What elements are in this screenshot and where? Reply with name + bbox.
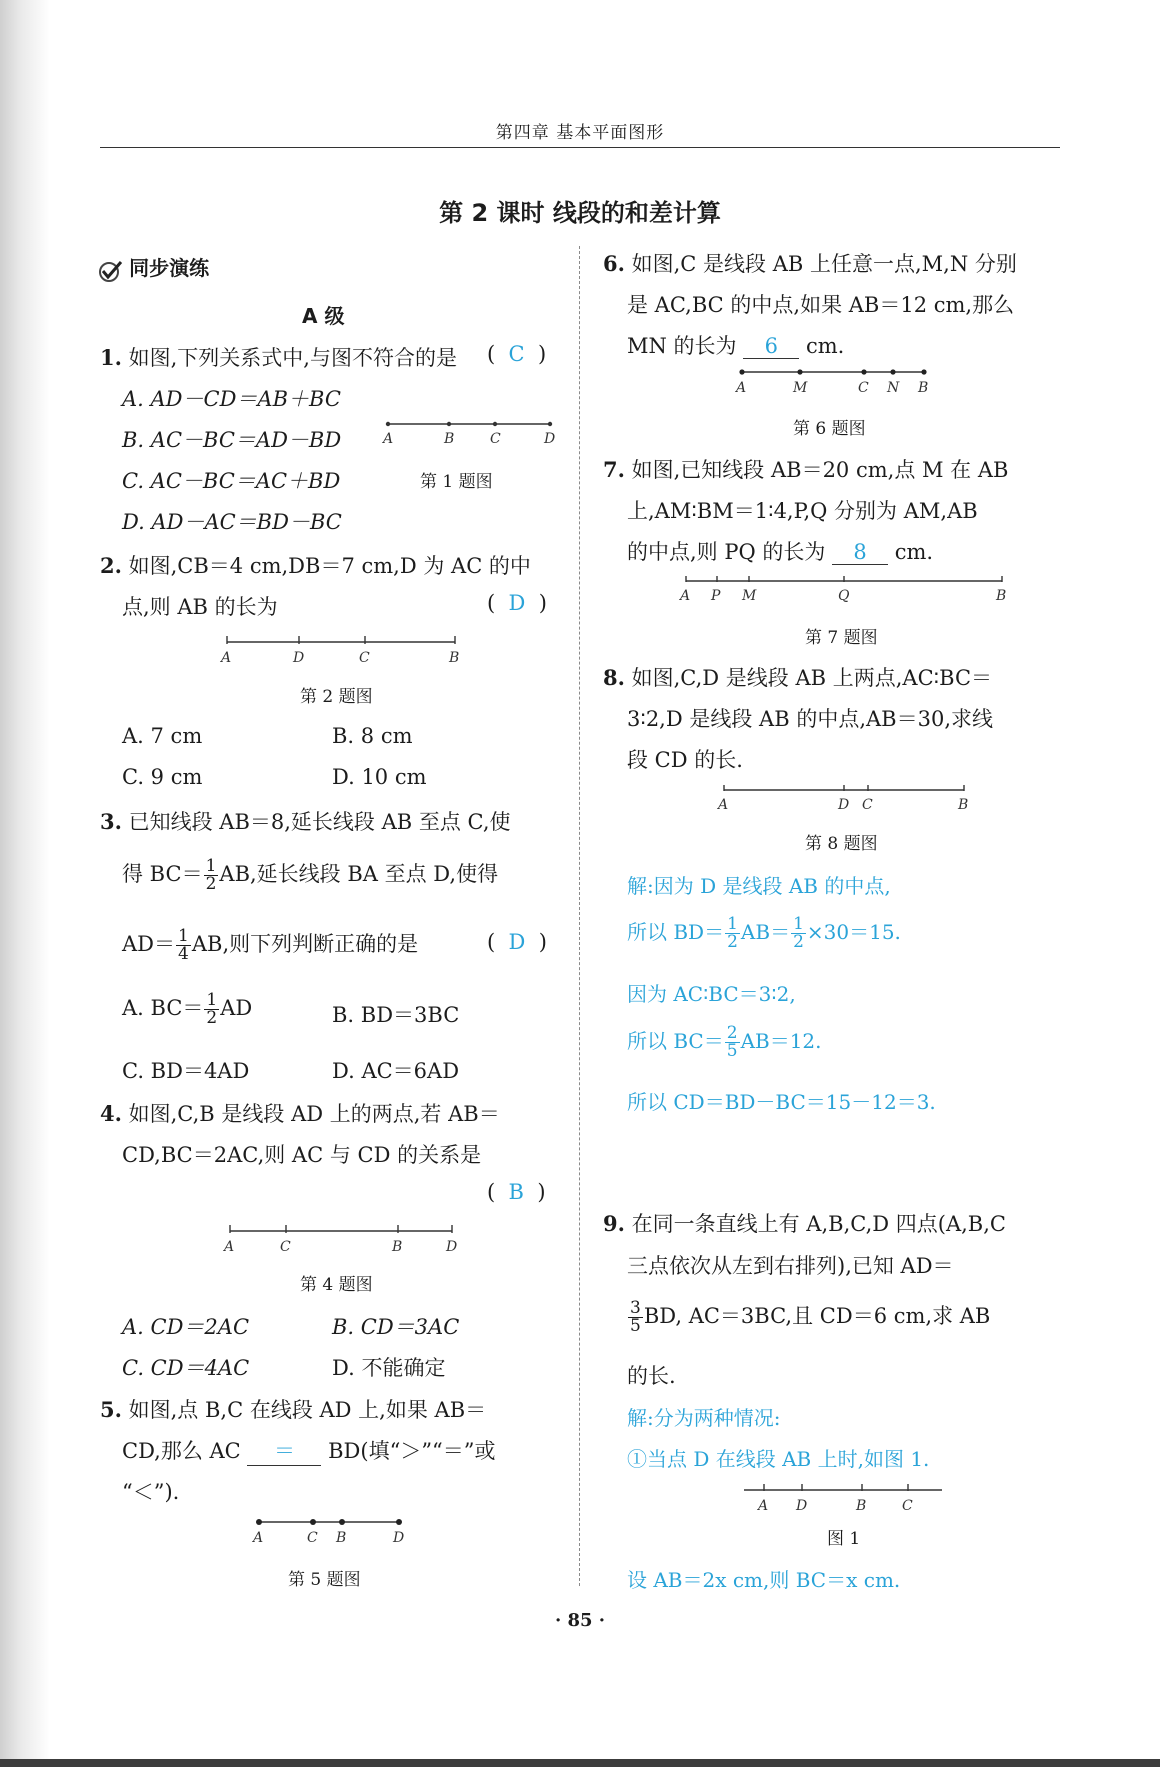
- q7-line3-post: cm.: [894, 540, 934, 564]
- q7-figure: [674, 573, 1014, 609]
- q9-line3: [627, 1300, 990, 1335]
- q9-line2: 三点依次从左到右排列),已知 AD＝: [627, 1254, 954, 1278]
- q4-fig-label-d: D: [446, 1239, 458, 1255]
- q1-option-d: D. AD－AC＝BD－BC: [122, 510, 342, 534]
- q3-frac-half-den: 2: [205, 874, 217, 894]
- q2-fig-label-b: B: [449, 650, 460, 666]
- q8-line2: 3∶2,D 是线段 AB 的中点,AB＝30,求线: [627, 707, 993, 731]
- q8-line3: 段 CD 的长.: [627, 748, 743, 772]
- q8-solution-4-frac-num: 2: [726, 1023, 738, 1043]
- q9-text-1: 在同一条直线上有 A,B,C,D 四点(A,B,C: [631, 1212, 1006, 1236]
- q8-solution-2-frac-1: [725, 916, 740, 951]
- q9-fig-label-d: D: [796, 1498, 808, 1514]
- q4-fig-label-b: B: [392, 1239, 403, 1255]
- q9-number: 9.: [603, 1211, 625, 1236]
- q2-figure: [215, 632, 465, 668]
- q9-line4: 的长.: [627, 1364, 676, 1388]
- q1-answer: C: [508, 342, 525, 366]
- q8-fig-label-b: B: [958, 797, 969, 813]
- q8-fig-label-c: C: [862, 797, 873, 813]
- q7-line3: [627, 536, 933, 566]
- q2-fig-label-c: C: [359, 650, 370, 666]
- q6-fig-label-n: N: [887, 380, 900, 396]
- q3-option-a-post: AD: [220, 996, 253, 1020]
- q4-answer-paren: ( B ): [487, 1180, 546, 1204]
- q7-fig-label-a: A: [680, 588, 691, 604]
- q1-number: 1.: [100, 345, 122, 370]
- q4-figure: [218, 1221, 466, 1257]
- q7-line1: [603, 454, 1008, 484]
- q9-fig-caption: 图 1: [827, 1529, 861, 1549]
- q3-option-a-frac-den: 2: [206, 1008, 218, 1028]
- section-label: 同步演练: [129, 256, 210, 280]
- q5-number: 5.: [100, 1397, 122, 1422]
- q3-option-b: B. BD＝3BC: [332, 1003, 460, 1027]
- q1-option-c: C. AC－BC＝AC＋BD: [122, 469, 341, 493]
- q3-option-a-frac: [204, 992, 219, 1027]
- q5-fig-label-d: D: [393, 1530, 405, 1546]
- q7-fig-label-q: Q: [838, 588, 850, 604]
- q1-fig-label-c: C: [490, 431, 501, 446]
- q7-number: 7.: [603, 457, 625, 482]
- q3-line2: [122, 858, 498, 893]
- q7-fig-caption: 第 7 题图: [805, 628, 878, 648]
- q8-solution-2-frac-1-num: 1: [727, 914, 738, 934]
- q8-solution-4-post: AB＝12.: [740, 1029, 822, 1053]
- q7-blank-answer: 8: [832, 540, 888, 565]
- q5-line1: [100, 1394, 486, 1424]
- q6-fig-label-m: M: [793, 380, 808, 396]
- q2-option-d: D. 10 cm: [332, 765, 427, 789]
- q5-line2: [122, 1435, 496, 1466]
- q2-option-c: C. 9 cm: [122, 765, 203, 789]
- q6-line3-pre: MN 的长为: [627, 334, 737, 358]
- q9-figure-1: [742, 1480, 948, 1516]
- q7-line3-pre: 的中点,则 PQ 的长为: [627, 540, 826, 564]
- q8-fig-label-a: A: [718, 797, 729, 813]
- running-header: 第四章 基本平面图形: [495, 123, 665, 143]
- q7-text-1: 如图,已知线段 AB＝20 cm,点 M 在 AB: [631, 458, 1009, 482]
- q8-solution-4-frac-den: 5: [726, 1041, 738, 1061]
- level-heading: A 级: [302, 304, 345, 328]
- q8-solution-5: 所以 CD＝BD－BC＝15－12＝3.: [627, 1090, 936, 1114]
- q9-solution-2: ①当点 D 在线段 AB 上时,如图 1.: [627, 1447, 930, 1471]
- q4-text-1: 如图,C,B 是线段 AD 上的两点,若 AB＝: [128, 1102, 500, 1126]
- q8-solution-1: 解:因为 D 是线段 AB 的中点,: [627, 874, 891, 898]
- q8-figure: [712, 782, 974, 818]
- header-rule: [100, 147, 1060, 148]
- q4-option-a: A. CD＝2AC: [122, 1315, 250, 1339]
- bottom-edge-bar: [0, 1759, 1160, 1767]
- q2-option-a: A. 7 cm: [122, 724, 203, 748]
- q7-fig-label-b: B: [996, 588, 1007, 604]
- q9-fig-label-b: B: [856, 1498, 867, 1514]
- q6-figure: [730, 364, 930, 400]
- q6-fig-label-b: B: [918, 380, 929, 396]
- q8-solution-4-frac: [725, 1025, 740, 1060]
- q2-answer-paren: ( D ): [487, 591, 547, 615]
- q6-line3-post: cm.: [805, 334, 845, 358]
- q1-text: 如图,下列关系式中,与图不符合的是: [128, 346, 457, 370]
- q3-option-c: C. BD＝4AD: [122, 1059, 250, 1083]
- q4-line2: CD,BC＝2AC,则 AC 与 CD 的关系是: [122, 1143, 482, 1167]
- q6-blank-answer: 6: [743, 334, 799, 359]
- q9-fig-label-c: C: [902, 1498, 913, 1514]
- q2-fig-label-d: D: [293, 650, 305, 666]
- q3-line3-pre: AD＝: [122, 932, 176, 956]
- q4-fig-label-c: C: [280, 1239, 291, 1255]
- q3-line3-post: AB,则下列判断正确的是: [191, 932, 419, 956]
- q9-line3-post: BD, AC＝3BC,且 CD＝6 cm,求 AB: [643, 1304, 991, 1328]
- q9-fig-label-a: A: [758, 1498, 769, 1514]
- q8-solution-2-post: ×30＝15.: [806, 920, 901, 944]
- q8-fig-label-d: D: [838, 797, 850, 813]
- q1-fig-label-d: D: [544, 431, 556, 446]
- q9-frac-den: 5: [630, 1316, 641, 1336]
- q8-text-1: 如图,C,D 是线段 AB 上两点,AC∶BC＝: [631, 666, 993, 690]
- q2-line2: 点,则 AB 的长为: [122, 595, 278, 619]
- q3-frac-half-num: 1: [205, 856, 217, 876]
- q3-line1: [100, 806, 511, 836]
- q6-number: 6.: [603, 251, 625, 276]
- q8-number: 8.: [603, 665, 625, 690]
- q6-fig-caption: 第 6 题图: [793, 419, 866, 439]
- check-icon: [98, 258, 124, 284]
- page-number: · 85 ·: [554, 1610, 606, 1631]
- q6-text-1: 如图,C 是线段 AB 上任意一点,M,N 分别: [631, 252, 1017, 276]
- q5-figure: [247, 1512, 417, 1548]
- q3-text-1: 已知线段 AB＝8,延长线段 AB 至点 C,使: [128, 810, 511, 834]
- q8-solution-2-frac-1-den: 2: [727, 932, 738, 952]
- q1-figure: [378, 416, 564, 446]
- q2-answer: D: [508, 591, 526, 615]
- q2-option-b: B. 8 cm: [332, 724, 413, 748]
- section-heading: [98, 252, 209, 284]
- q4-option-c: C. CD＝4AC: [122, 1356, 250, 1380]
- q3-line2-post: AB,延长线段 BA 至点 D,使得: [219, 862, 499, 886]
- q8-solution-2-frac-2: [791, 916, 806, 951]
- q3-answer: D: [508, 930, 526, 954]
- q3-option-a-pre: A. BC＝: [122, 996, 204, 1020]
- q3-number: 3.: [100, 809, 122, 834]
- q8-solution-2-mid: AB＝: [740, 920, 791, 944]
- q9-line1: [603, 1208, 1006, 1238]
- q5-text-1: 如图,点 B,C 在线段 AD 上,如果 AB＝: [128, 1398, 487, 1422]
- q3-option-a: [122, 992, 252, 1027]
- q4-answer: B: [508, 1180, 524, 1204]
- page-edge-shadow: [0, 0, 50, 1767]
- q1-fig-caption: 第 1 题图: [420, 472, 493, 492]
- q5-line2-pre: CD,那么 AC: [122, 1439, 241, 1463]
- q3-frac-quarter-den: 4: [178, 944, 189, 964]
- q2-fig-caption: 第 2 题图: [300, 687, 373, 707]
- q6-line2: 是 AC,BC 的中点,如果 AB＝12 cm,那么: [627, 293, 1015, 317]
- q5-line3: “＜”).: [122, 1480, 180, 1504]
- q1-option-a: A. AD－CD＝AB＋BC: [122, 387, 341, 411]
- q6-fig-label-a: A: [736, 380, 747, 396]
- q1-stem: [100, 342, 457, 372]
- q3-line3: [122, 928, 418, 963]
- q4-number: 4.: [100, 1101, 122, 1126]
- q8-solution-2: [627, 916, 901, 951]
- q4-line1: [100, 1098, 500, 1128]
- q5-line2-post: BD(填“＞”“＝”或: [328, 1439, 496, 1463]
- q5-fig-label-a: A: [253, 1530, 264, 1546]
- q8-line1: [603, 662, 992, 692]
- q7-fig-label-m: M: [742, 588, 757, 604]
- q4-option-d: D. 不能确定: [332, 1356, 446, 1380]
- q2-line1: [100, 550, 531, 580]
- q7-fig-label-p: P: [711, 588, 721, 604]
- q3-answer-paren: ( D ): [487, 930, 547, 954]
- q6-fig-label-c: C: [858, 380, 869, 396]
- q4-option-b: B. CD＝3AC: [332, 1315, 460, 1339]
- q2-number: 2.: [100, 553, 122, 578]
- q1-option-b: B. AC－BC＝AD－BD: [122, 428, 342, 452]
- q9-frac-num: 3: [630, 1298, 641, 1318]
- q4-fig-caption: 第 4 题图: [300, 1275, 373, 1295]
- q7-line2: 上,AM∶BM＝1∶4,P,Q 分别为 AM,AB: [627, 499, 978, 523]
- column-divider: [579, 246, 580, 1586]
- q9-solution-3: 设 AB＝2x cm,则 BC＝x cm.: [627, 1568, 901, 1592]
- q6-line1: [603, 248, 1017, 278]
- q5-fig-label-c: C: [307, 1530, 318, 1546]
- q8-solution-2-pre: 所以 BD＝: [627, 920, 725, 944]
- q1-fig-label-a: A: [383, 431, 394, 446]
- q1-answer-paren: ( C ): [487, 342, 547, 366]
- q8-solution-4-pre: 所以 BC＝: [627, 1029, 724, 1053]
- q9-frac: [628, 1300, 643, 1335]
- q8-solution-4: [627, 1025, 822, 1060]
- q6-line3: [627, 330, 844, 360]
- q3-frac-quarter: [176, 928, 191, 963]
- q8-solution-3: 因为 AC∶BC＝3∶2,: [627, 982, 796, 1006]
- q3-option-d: D. AC＝6AD: [332, 1059, 460, 1083]
- q5-fig-caption: 第 5 题图: [288, 1570, 361, 1590]
- q2-fig-label-a: A: [221, 650, 232, 666]
- q3-frac-quarter-num: 1: [178, 926, 189, 946]
- q8-solution-2-frac-2-num: 1: [793, 914, 804, 934]
- q8-fig-caption: 第 8 题图: [805, 834, 878, 854]
- q3-line2-pre: 得 BC＝: [122, 862, 203, 886]
- q1-fig-label-b: B: [444, 431, 455, 446]
- q9-solution-1: 解:分为两种情况:: [627, 1406, 781, 1430]
- q5-fig-label-b: B: [336, 1530, 347, 1546]
- q8-solution-2-frac-2-den: 2: [793, 932, 804, 952]
- q5-blank-answer: ＝: [247, 1435, 321, 1466]
- q2-text-1: 如图,CB＝4 cm,DB＝7 cm,D 为 AC 的中: [128, 554, 531, 578]
- q3-option-a-frac-num: 1: [206, 990, 218, 1010]
- q4-fig-label-a: A: [224, 1239, 235, 1255]
- page-title: 第 2 课时 线段的和差计算: [439, 199, 721, 227]
- q3-frac-half: [204, 858, 219, 893]
